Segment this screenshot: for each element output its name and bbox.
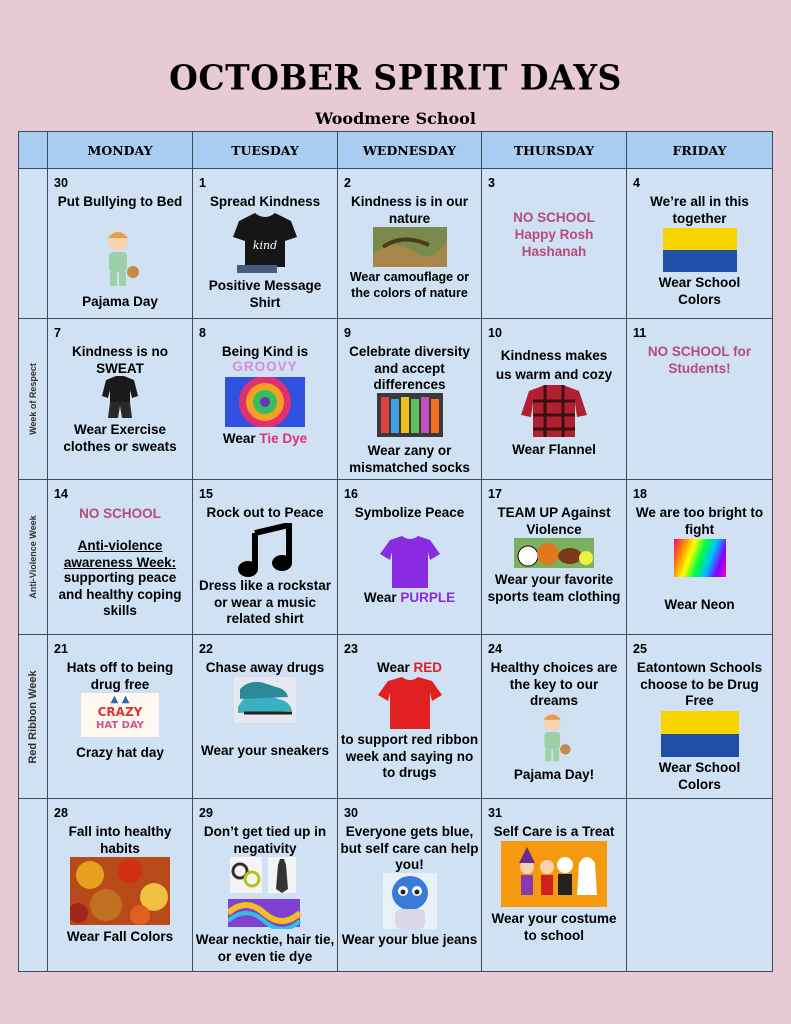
day-number: 7 bbox=[54, 326, 61, 340]
sweatsuit-icon bbox=[98, 376, 142, 418]
activity-text: Pajama Day! bbox=[513, 767, 595, 782]
red-word: RED bbox=[413, 660, 443, 675]
theme-text: Being Kind is bbox=[221, 344, 309, 359]
day-number: 25 bbox=[633, 642, 647, 656]
day-number: 30 bbox=[54, 176, 68, 190]
calendar-day bbox=[338, 480, 482, 635]
day-number: 9 bbox=[344, 326, 351, 340]
calendar-day bbox=[338, 319, 482, 480]
calendar-day bbox=[482, 799, 627, 972]
day-number: 1 bbox=[199, 176, 206, 190]
week-label-2: Week of Respect bbox=[19, 319, 48, 480]
day-number: 23 bbox=[344, 642, 358, 656]
pajama-kid-icon bbox=[534, 711, 574, 765]
music-note-icon bbox=[237, 523, 293, 579]
theme-text: Symbolize Peace bbox=[354, 505, 465, 520]
week-label-1 bbox=[19, 169, 48, 319]
theme-text: Rock out to Peace bbox=[206, 505, 324, 520]
activity-text: to support red ribbon week and saying no to drugs bbox=[340, 732, 479, 780]
calendar-day bbox=[338, 169, 482, 319]
theme-text: We are too bright to fight bbox=[635, 505, 764, 537]
activity-text: Wear your costume to school bbox=[491, 911, 617, 943]
no-school-text: NO SCHOOL for Students! bbox=[647, 344, 752, 376]
theme-text: Healthy choices are the key to our dreams bbox=[490, 660, 618, 708]
calendar-day bbox=[193, 169, 338, 319]
theme-text: Kindness makes us warm and cozy bbox=[495, 348, 613, 382]
day-number: 17 bbox=[488, 487, 502, 501]
calendar-day bbox=[193, 480, 338, 635]
day-number: 31 bbox=[488, 806, 502, 820]
sports-balls-icon bbox=[514, 538, 594, 568]
calendar-day bbox=[482, 169, 627, 319]
activity-text: Pajama Day bbox=[82, 294, 158, 309]
day-number: 10 bbox=[488, 326, 502, 340]
school-flag-icon bbox=[661, 711, 739, 757]
day-number: 21 bbox=[54, 642, 68, 656]
activity-text: supporting peace and healthy coping skills bbox=[58, 570, 182, 618]
activity-text: Wear Neon bbox=[664, 597, 735, 612]
costume-kids-icon bbox=[501, 841, 607, 907]
day-header-wednesday: WEDNESDAY bbox=[338, 132, 482, 169]
page-title: OCTOBER SPIRIT DAYS bbox=[169, 57, 622, 98]
day-number: 3 bbox=[488, 176, 495, 190]
calendar-day bbox=[482, 319, 627, 480]
theme-text: Chase away drugs bbox=[205, 660, 325, 675]
flannel-icon bbox=[519, 385, 589, 437]
school-flag-icon bbox=[663, 228, 737, 272]
neon-rainbow-icon bbox=[674, 539, 726, 577]
purple-word: PURPLE bbox=[400, 590, 456, 605]
activity-text: Wear your blue jeans bbox=[341, 932, 478, 947]
day-number: 24 bbox=[488, 642, 502, 656]
blue-character-icon bbox=[383, 873, 437, 929]
nature-photo-icon bbox=[373, 227, 447, 267]
activity-text: Wear School Colors bbox=[658, 760, 741, 792]
day-number: 8 bbox=[199, 326, 206, 340]
theme-text: Kindness is in our nature bbox=[350, 194, 469, 226]
theme-text: Fall into healthy habits bbox=[68, 824, 172, 856]
theme-text: Hats off to being drug free bbox=[66, 660, 174, 692]
theme-text: Kindness is no SWEAT bbox=[71, 344, 169, 376]
awareness-text: Anti-violence awareness Week: bbox=[63, 538, 177, 570]
activity-text: Wear Exercise clothes or sweats bbox=[63, 422, 177, 454]
calendar-day bbox=[48, 169, 193, 319]
day-number: 15 bbox=[199, 487, 213, 501]
activity-text: Wear Fall Colors bbox=[66, 929, 174, 944]
calendar-day bbox=[338, 635, 482, 799]
calendar-day bbox=[193, 635, 338, 799]
activity-text: Wear your favorite sports team clothing bbox=[487, 572, 621, 604]
activity-text: Positive Message Shirt bbox=[208, 278, 322, 310]
theme-text: Celebrate diversity and accept differences bbox=[349, 344, 470, 392]
theme-text: We’re all in this together bbox=[650, 194, 749, 226]
red-shirt-icon bbox=[378, 677, 442, 729]
day-header-tuesday: TUESDAY bbox=[193, 132, 338, 169]
calendar-day bbox=[48, 480, 193, 635]
activity-text: Wear zany or mismatched socks bbox=[349, 443, 470, 475]
calendar-table bbox=[18, 131, 773, 972]
day-number: 11 bbox=[633, 326, 647, 340]
calendar-day bbox=[338, 799, 482, 972]
day-number: 18 bbox=[633, 487, 647, 501]
activity-text: Wear School Colors bbox=[658, 275, 741, 307]
day-number: 16 bbox=[344, 487, 358, 501]
no-school-text: NO SCHOOL bbox=[79, 506, 161, 521]
week-label-3: Anti-Violence Week bbox=[19, 480, 48, 635]
day-number: 4 bbox=[633, 176, 640, 190]
theme-text: Don’t get tied up in negativity bbox=[203, 824, 327, 856]
day-header-friday: FRIDAY bbox=[627, 132, 773, 169]
day-header-thursday: THURSDAY bbox=[482, 132, 627, 169]
activity-text: Wear PURPLE bbox=[363, 590, 456, 605]
calendar-day bbox=[48, 799, 193, 972]
purple-shirt-icon bbox=[380, 536, 440, 588]
theme-text: TEAM UP Against Violence bbox=[497, 505, 611, 537]
fall-leaves-icon bbox=[70, 857, 170, 925]
calendar-day-empty bbox=[627, 799, 773, 972]
week-label-5 bbox=[19, 799, 48, 972]
activity-text: Wear your sneakers bbox=[200, 743, 330, 758]
crazy-hat-icon: ▲ ▲ CRAZY HAT DAY bbox=[81, 693, 159, 737]
calendar-day bbox=[627, 169, 773, 319]
day-header-monday: MONDAY bbox=[48, 132, 193, 169]
tie-dye-icon bbox=[225, 377, 305, 427]
ties-icon bbox=[228, 857, 302, 929]
holiday-text: Happy Rosh Hashanah bbox=[514, 227, 594, 259]
activity-text: Crazy hat day bbox=[76, 745, 164, 760]
socks-icon bbox=[377, 393, 443, 437]
theme-text: Self Care is a Treat bbox=[493, 824, 615, 839]
calendar-day bbox=[627, 319, 773, 480]
sneakers-icon bbox=[234, 677, 296, 723]
theme-text: Wear RED bbox=[376, 660, 443, 675]
calendar-day bbox=[482, 635, 627, 799]
calendar-day bbox=[627, 635, 773, 799]
day-number: 2 bbox=[344, 176, 351, 190]
day-number: 29 bbox=[199, 806, 213, 820]
week-label-4: Red Ribbon Week bbox=[19, 635, 48, 799]
pajama-kid-icon bbox=[98, 228, 142, 290]
theme-text: Eatontown Schools choose to be Drug Free bbox=[636, 660, 763, 708]
activity-text: Wear camouflage or the colors of nature bbox=[349, 270, 470, 300]
theme-text: Everyone gets blue, but self care can help you! bbox=[340, 824, 479, 872]
calendar-day bbox=[48, 635, 193, 799]
theme-text: Put Bullying to Bed bbox=[57, 194, 183, 209]
day-number: 22 bbox=[199, 642, 213, 656]
day-number: 30 bbox=[344, 806, 358, 820]
activity-text: Wear Flannel bbox=[512, 442, 596, 457]
tie-dye-word: Tie Dye bbox=[259, 431, 308, 446]
day-number: 14 bbox=[54, 487, 68, 501]
svg-text:kind: kind bbox=[252, 239, 278, 252]
activity-text: Wear Tie Dye bbox=[222, 431, 308, 446]
kind-shirt-icon bbox=[231, 211, 299, 273]
calendar-day bbox=[193, 319, 338, 480]
school-name: Woodmere School bbox=[315, 109, 476, 128]
calendar-day bbox=[627, 480, 773, 635]
calendar-day bbox=[48, 319, 193, 480]
activity-text: Dress like a rockstar or wear a music related shirt bbox=[198, 578, 332, 626]
corner-cell bbox=[19, 132, 48, 169]
activity-text: Wear necktie, hair tie, or even tie dye bbox=[195, 932, 335, 964]
calendar-day bbox=[482, 480, 627, 635]
calendar-day bbox=[193, 799, 338, 972]
groovy-text: GROOVY bbox=[232, 359, 298, 374]
theme-text: Spread Kindness bbox=[209, 194, 321, 209]
no-school-text: NO SCHOOL bbox=[513, 210, 595, 225]
day-number: 28 bbox=[54, 806, 68, 820]
